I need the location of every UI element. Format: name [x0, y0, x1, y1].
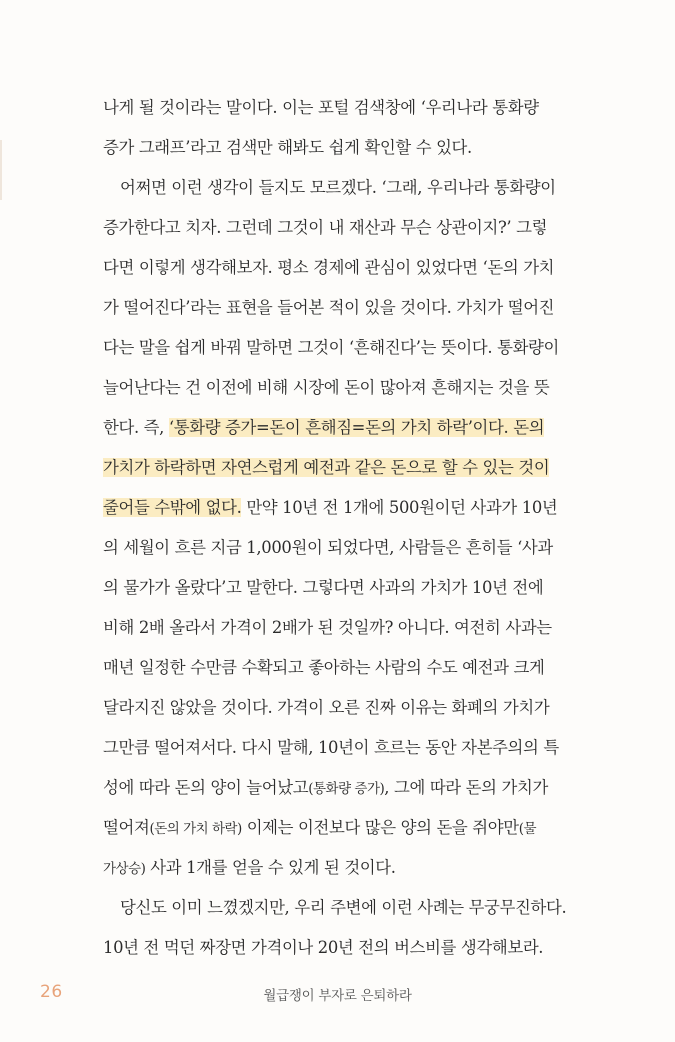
paragraph-start-line: [120, 168, 556, 208]
text-line: [103, 248, 554, 288]
text-span: 이제는 이전보다 많은 양의 돈을 쥐야만: [241, 818, 519, 837]
text-span: 증가 그래프’라고 검색만 해봐도 쉽게 확인할 수 있다.: [103, 138, 472, 157]
text-span: 당신도 이미 느꼈겠지만, 우리 주변에 이런 사례는 무궁무진하다.: [120, 898, 567, 917]
text-span: 가 떨어진다’라는 표현을 들어본 적이 있을 것이다. 가치가 떨어진: [103, 298, 555, 317]
text-span: 증가한다고 치자. 그런데 그것이 내 재산과 무슨 상관이지?’ 그렇: [103, 218, 548, 237]
text-span: 비해 2배 올라서 가격이 2배가 된 것일까? 아니다. 여전히 사과는: [103, 618, 552, 637]
text-line: [103, 208, 547, 248]
text-line: [103, 408, 544, 448]
parenthetical-note: (통화량 증가): [308, 781, 385, 797]
text-span: 떨어져: [103, 818, 150, 837]
text-line: [103, 88, 539, 128]
text-line: [103, 688, 549, 728]
running-title: 월급쟁이 부자로 은퇴하라: [263, 988, 412, 1004]
text-span: 성에 따라 돈의 양이 늘어났고: [103, 778, 309, 797]
text-line: [103, 288, 554, 328]
paragraph-start-line: [120, 888, 566, 928]
text-span: , 그에 따라 돈의 가치가: [384, 778, 548, 797]
highlighted-text: ‘통화량 증가=돈이 흔해짐=돈의 가치 하락’이다. 돈의: [168, 418, 545, 437]
text-span: 다면 이렇게 생각해보자. 평소 경제에 관심이 있었다면 ‘돈의 가치: [103, 258, 555, 277]
text-span: 달라지진 않았을 것이다. 가격이 오른 진짜 이유는 화폐의 가치가: [103, 698, 550, 717]
text-span: 늘어난다는 건 이전에 비해 시장에 돈이 많아져 흔해지는 것을 뜻: [103, 378, 550, 397]
text-line: [103, 448, 549, 488]
text-line: [103, 488, 557, 528]
text-line: [103, 928, 543, 968]
text-line: [103, 848, 396, 888]
text-line: [103, 528, 553, 568]
text-span: 한다. 즉,: [103, 418, 169, 437]
text-line: [103, 128, 472, 168]
text-line: [103, 728, 559, 768]
parenthetical-note: 가상승): [103, 861, 146, 877]
text-line: [103, 808, 536, 848]
text-span: 그만큼 떨어져서다. 다시 말해, 10년이 흐르는 동안 자본주의의 특: [103, 738, 559, 757]
text-line: [103, 768, 548, 808]
text-span: 사과 1개를 얻을 수 있게 된 것이다.: [145, 858, 396, 877]
parenthetical-note: (물: [518, 821, 537, 837]
text-span: 만약 10년 전 1개에 500원이던 사과가 10년: [241, 498, 558, 517]
text-line: [103, 648, 544, 688]
text-line: [103, 568, 543, 608]
text-span: 의 물가가 올랐다’고 말한다. 그렇다면 사과의 가치가 10년 전에: [103, 578, 544, 597]
highlighted-text: 가치가 하락하면 자연스럽게 예전과 같은 돈으로 할 수 있는 것이: [103, 458, 550, 477]
text-span: 나게 될 것이라는 말이다. 이는 포털 검색창에 ‘우리나라 통화량: [103, 98, 539, 117]
text-line: [103, 368, 549, 408]
text-span: 다는 말을 쉽게 바꿔 말하면 그것이 ‘흔해진다’는 뜻이다. 통화량이: [103, 338, 560, 357]
highlighted-text: 줄어들 수밖에 없다.: [103, 498, 242, 517]
text-span: 매년 일정한 수만큼 수확되고 좋아하는 사람의 수도 예전과 크게: [103, 658, 545, 677]
text-span: 어쩌면 이런 생각이 들지도 모르겠다. ‘그래, 우리나라 통화량이: [120, 178, 556, 197]
parenthetical-note: (돈의 가치 하락): [149, 821, 242, 837]
text-line: [103, 328, 559, 368]
page-number: 26: [40, 982, 63, 1002]
text-line: [103, 608, 552, 648]
text-span: 의 세월이 흐른 지금 1,000원이 되었다면, 사람들은 흔히들 ‘사과: [103, 538, 553, 557]
text-span: 10년 전 먹던 짜장면 가격이나 20년 전의 버스비를 생각해보라.: [103, 938, 544, 957]
page-edge-mark: [0, 140, 2, 200]
